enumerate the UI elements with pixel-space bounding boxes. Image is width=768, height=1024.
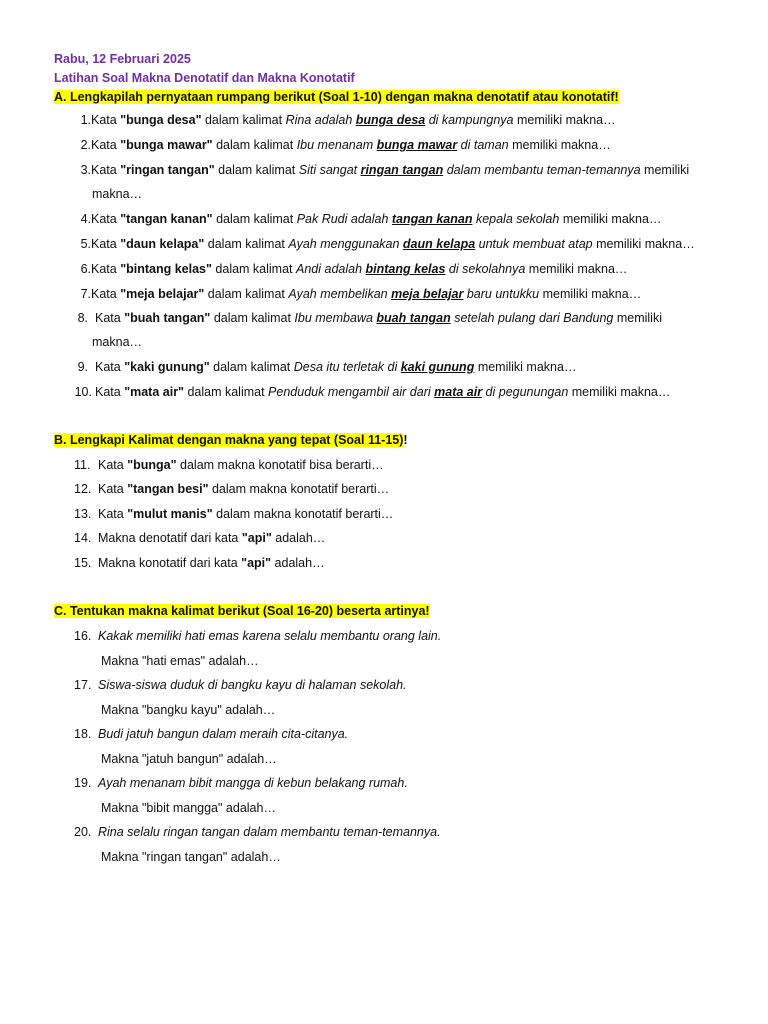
question-sentence: Siswa-siswa duduk di bangku kayu di halaman sekolah. [98, 678, 407, 692]
question-suffix: memiliki makna… [539, 287, 642, 301]
question-term: "api" [241, 531, 272, 545]
example-sentence-end: di taman [457, 138, 509, 152]
question-term: "kaki gunung" [124, 360, 210, 374]
example-term-underlined: buah tangan [376, 311, 451, 325]
section-a-heading-text: A. Lengkapilah pernyataan rumpang berikut (Soal 1-10) dengan makna denotatif atau konotatif! [54, 90, 619, 104]
question-item [98, 481, 389, 497]
question-number: 6. [80, 262, 91, 276]
example-sentence-start: Penduduk mengambil air dari [268, 385, 435, 399]
question-item [91, 162, 689, 178]
question-item [95, 310, 662, 326]
section-b-heading [54, 432, 408, 448]
question-suffix: dalam makna konotatif bisa berarti… [176, 458, 384, 472]
question-item [98, 530, 325, 546]
question-prompt: Makna "jatuh bangun" adalah… [101, 752, 277, 766]
question-prefix: Kata [91, 237, 121, 251]
question-number: 19. [74, 776, 92, 790]
example-sentence-end: untuk membuat atap [475, 237, 593, 251]
question-connector: dalam kalimat [210, 311, 295, 325]
question-prefix: Kata [95, 385, 125, 399]
example-term-underlined: mata air [434, 385, 483, 399]
example-term-underlined: daun kelapa [402, 237, 476, 251]
question-prefix: Kata [91, 113, 121, 127]
question-prompt: Makna "bangku kayu" adalah… [101, 703, 276, 717]
question-item [98, 457, 384, 473]
question-item [91, 236, 695, 252]
section-c-heading-text: C. Tentukan makna kalimat berikut (Soal 16-20) beserta artinya! [54, 604, 430, 618]
question-prefix: Kata [91, 212, 121, 226]
question-suffix: adalah… [271, 531, 326, 545]
document-title: Latihan Soal Makna Denotatif dan Makna Konotatif [54, 71, 355, 85]
question-connector: dalam kalimat [183, 385, 269, 399]
example-sentence-end: dalam membantu teman-temannya [443, 163, 641, 177]
question-item [98, 555, 325, 571]
example-sentence-start: Desa itu terletak di [293, 360, 401, 374]
question-prefix: Kata [91, 163, 121, 177]
example-sentence-start: Pak Rudi adalah [296, 212, 392, 226]
example-sentence-end: setelah pulang dari Bandung [450, 311, 614, 325]
document-date: Rabu, 12 Februari 2025 [54, 52, 191, 66]
question-prefix: Kata [91, 262, 121, 276]
question-suffix: memiliki makna… [474, 360, 577, 374]
question-number: 20. [74, 825, 92, 839]
question-number: 3. [80, 163, 91, 177]
question-prefix: Kata [91, 138, 121, 152]
question-term: "bunga" [127, 458, 177, 472]
question-term: "mata air" [124, 385, 184, 399]
question-suffix: memiliki [640, 163, 690, 177]
example-term-underlined: bunga mawar [376, 138, 458, 152]
question-number: 12. [74, 482, 92, 496]
question-number: 4. [80, 212, 91, 226]
question-connector: dalam kalimat [211, 262, 296, 276]
example-sentence-end: di pegunungan [482, 385, 569, 399]
question-item [91, 112, 616, 128]
question-term: "ringan tangan" [120, 163, 215, 177]
question-number: 13. [74, 507, 92, 521]
question-prefix: Makna konotatif dari kata [98, 556, 242, 570]
question-prompt: Makna "bibit mangga" adalah… [101, 801, 276, 815]
example-sentence-start: Ayah membelikan [288, 287, 392, 301]
section-b-heading-text: B. Lengkapi Kalimat dengan makna yang tepat (Soal 11-15) [54, 433, 404, 447]
question-connector: dalam kalimat [214, 163, 299, 177]
question-item [91, 261, 627, 277]
question-sentence: Kakak memiliki hati emas karena selalu membantu orang lain. [98, 629, 442, 643]
section-a-heading [54, 89, 619, 105]
question-connector: dalam kalimat [204, 287, 289, 301]
question-number: 2. [80, 138, 91, 152]
example-sentence-end: di kampungnya [425, 113, 514, 127]
question-suffix: memiliki makna… [513, 113, 616, 127]
question-number: 16. [74, 629, 92, 643]
question-sentence: Ayah menanam bibit mangga di kebun belakang rumah. [98, 776, 408, 790]
example-term-underlined: bintang kelas [365, 262, 446, 276]
question-item [98, 506, 393, 522]
example-term-underlined: meja belajar [391, 287, 464, 301]
question-number: 14. [74, 531, 92, 545]
question-prompt: Makna "hati emas" adalah… [101, 654, 259, 668]
question-term: "bunga desa" [120, 113, 202, 127]
question-term: "buah tangan" [124, 311, 211, 325]
question-suffix: dalam makna konotatif berarti… [208, 482, 390, 496]
question-suffix: dalam makna konotatif berarti… [212, 507, 394, 521]
question-prefix: Kata [98, 458, 128, 472]
example-term-underlined: bunga desa [355, 113, 426, 127]
question-term: "bunga mawar" [120, 138, 213, 152]
question-prompt: Makna "ringan tangan" adalah… [101, 850, 281, 864]
question-suffix: memiliki [613, 311, 662, 325]
question-number: 18. [74, 727, 92, 741]
example-sentence-start: Andi adalah [296, 262, 366, 276]
example-sentence-start: Siti sangat [298, 163, 361, 177]
question-suffix: adalah… [271, 556, 325, 570]
question-item [91, 286, 641, 302]
question-continuation: makna… [92, 187, 143, 201]
question-suffix: memiliki makna… [568, 385, 671, 399]
question-term: "daun kelapa" [120, 237, 205, 251]
question-prefix: Kata [98, 482, 128, 496]
section-b-heading-end: ! [403, 433, 408, 447]
question-suffix: memiliki makna… [508, 138, 611, 152]
question-prefix: Kata [98, 507, 128, 521]
question-sentence: Budi jatuh bangun dalam meraih cita-citanya. [98, 727, 349, 741]
example-sentence-end: di sekolahnya [445, 262, 526, 276]
example-sentence-end: kepala sekolah [472, 212, 560, 226]
example-sentence-end: baru untukku [463, 287, 540, 301]
question-suffix: memiliki makna… [592, 237, 695, 251]
example-sentence-start: Rina adalah [285, 113, 356, 127]
question-sentence: Rina selalu ringan tangan dalam membantu teman-temannya. [98, 825, 441, 839]
question-term: "bintang kelas" [120, 262, 212, 276]
question-suffix: memiliki makna… [525, 262, 628, 276]
question-connector: dalam kalimat [212, 138, 297, 152]
question-item [95, 359, 576, 375]
question-prefix: Kata [95, 311, 125, 325]
question-number: 1. [80, 113, 91, 127]
question-item [95, 384, 670, 400]
question-item [91, 137, 611, 153]
question-number: 5. [80, 237, 91, 251]
question-number: 11. [74, 458, 91, 472]
question-term: "tangan besi" [127, 482, 209, 496]
question-connector: dalam kalimat [204, 237, 289, 251]
example-sentence-start: Ibu menanam [296, 138, 377, 152]
question-connector: dalam kalimat [212, 212, 297, 226]
question-number: 7. [80, 287, 91, 301]
example-sentence-start: Ibu membawa [294, 311, 377, 325]
question-connector: dalam kalimat [201, 113, 286, 127]
question-term: "tangan kanan" [120, 212, 213, 226]
question-prefix: Kata [91, 287, 121, 301]
question-item [91, 211, 661, 227]
question-term: "api" [241, 556, 272, 570]
question-term: "meja belajar" [120, 287, 205, 301]
question-number: 8. [77, 311, 88, 325]
example-term-underlined: tangan kanan [391, 212, 473, 226]
question-number: 9. [77, 360, 88, 374]
example-sentence-start: Ayah menggunakan [288, 237, 403, 251]
example-term-underlined: ringan tangan [360, 163, 444, 177]
question-connector: dalam kalimat [209, 360, 294, 374]
question-number: 10. [74, 385, 92, 399]
example-term-underlined: kaki gunung [400, 360, 475, 374]
question-suffix: memiliki makna… [559, 212, 662, 226]
question-continuation: makna… [92, 335, 143, 349]
question-term: "mulut manis" [127, 507, 213, 521]
question-prefix: Makna denotatif dari kata [98, 531, 242, 545]
question-prefix: Kata [95, 360, 125, 374]
question-number: 15. [74, 556, 92, 570]
section-c-heading [54, 603, 430, 619]
question-number: 17. [74, 678, 92, 692]
